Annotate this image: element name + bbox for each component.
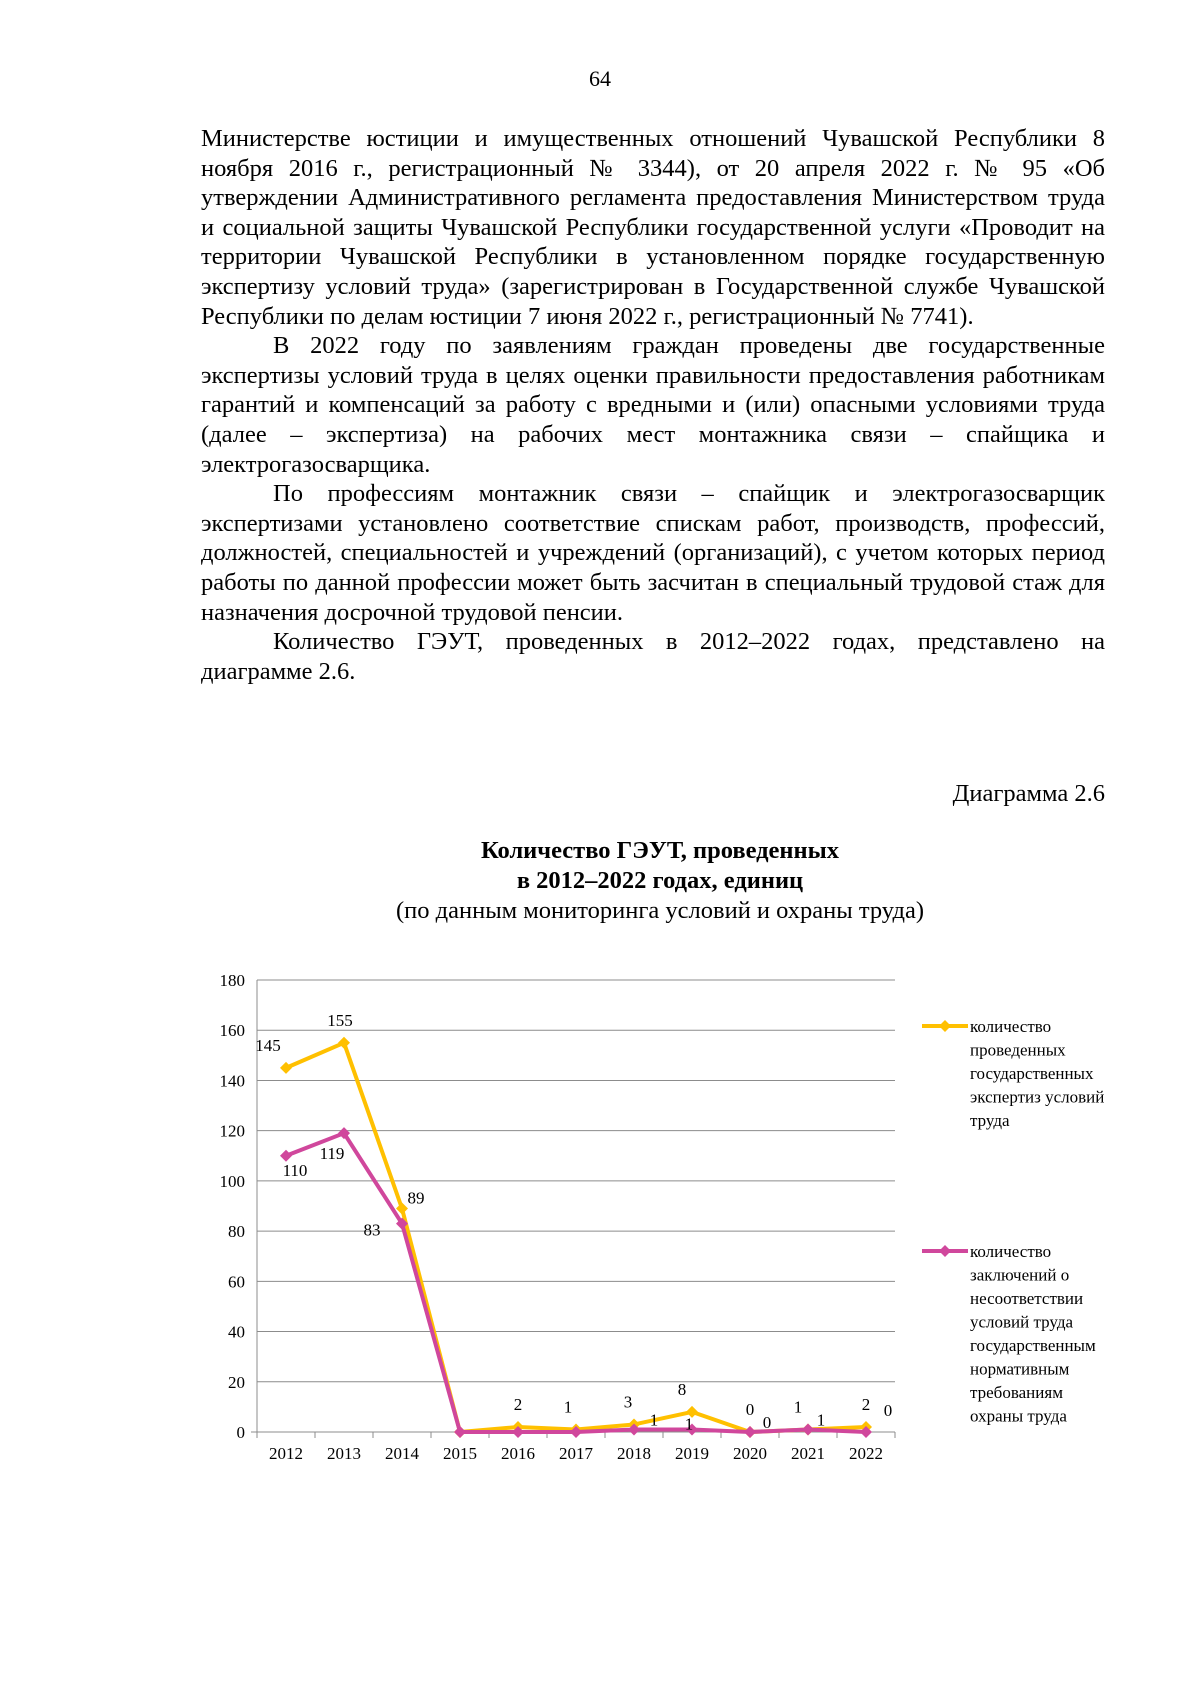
legend-label: несоответствии (970, 1289, 1084, 1308)
legend-label: количество (970, 1242, 1052, 1261)
y-tick-label: 180 (219, 971, 245, 990)
x-tick-label: 2019 (675, 1444, 709, 1463)
chart-title-line-1: Количество ГЭУТ, проведенных (480, 837, 840, 864)
data-label: 1 (649, 1410, 659, 1430)
legend-label: требованиям (970, 1383, 1063, 1402)
legend-label: количество (970, 1017, 1052, 1036)
data-label: 0 (883, 1401, 893, 1420)
y-tick-label: 20 (228, 1372, 245, 1392)
data-label: 0 (745, 1400, 755, 1419)
chart-subtitle: (по данным мониторинга условий и охраны труда) (395, 897, 925, 924)
data-label: 1 (563, 1397, 573, 1417)
legend-label: экспертиз условий (970, 1087, 1105, 1107)
data-label: 83 (363, 1220, 381, 1240)
data-label: 145 (255, 1035, 281, 1055)
legend-label: заключений о (970, 1265, 1070, 1285)
y-tick-label: 140 (219, 1071, 245, 1091)
y-tick-label: 160 (219, 1021, 245, 1041)
legend-label: государственных (970, 1064, 1094, 1083)
legend-label: охраны труда (970, 1406, 1067, 1426)
data-label: 119 (319, 1144, 345, 1164)
x-tick-label: 2020 (733, 1444, 767, 1463)
y-tick-label: 0 (236, 1423, 245, 1442)
series-1-marker (396, 1203, 408, 1215)
data-label: 155 (327, 1010, 353, 1030)
data-label: 110 (282, 1160, 308, 1180)
x-tick-label: 2018 (617, 1444, 651, 1463)
legend-label: нормативным (970, 1359, 1070, 1379)
legend-label: проведенных (970, 1040, 1066, 1060)
x-tick-label: 2015 (443, 1444, 477, 1463)
x-tick-label: 2014 (385, 1444, 419, 1463)
paragraph-1: Министерстве юстиции и имущественных отношений Чувашской Республики 8 ноября 2016 г., регистрационный № 3344), от 20 апреля 2022 г. № 95 «Об утверждении Административного регламента предоставления Министерством труда и социальной защиты Чувашской Республики государственной услуги «Проводит на территории Чувашской Республики в установленном порядке государственную экспертизу условий труда» (зарегистрирован в Государственной службе Чувашской Республики по делам юстиции 7 июня 2022 г., регистрационный № 7741). (201, 125, 1105, 330)
legend-label: государственным (970, 1336, 1096, 1355)
x-tick-label: 2016 (501, 1444, 535, 1463)
data-label: 1 (684, 1414, 694, 1434)
data-label: 2 (861, 1394, 871, 1414)
series-line-2 (286, 1133, 866, 1432)
data-label: 1 (816, 1410, 826, 1430)
x-tick-label: 2012 (269, 1444, 303, 1463)
data-label: 1 (793, 1397, 803, 1417)
data-label: 89 (407, 1188, 425, 1208)
x-tick-label: 2022 (849, 1444, 883, 1463)
paragraph-2: В 2022 году по заявлениям граждан проведены две государственные экспертизы условий труда в целях оценки правильности предоставления работникам гарантий и компенсаций за работу с вредными и (или) опасными условиями труда (далее – экспертиза) на рабочих мест монтажника связи – спайщика и электрогазосварщика. (201, 332, 1105, 478)
series-2-marker (744, 1426, 756, 1438)
x-tick-label: 2013 (327, 1444, 361, 1463)
paragraph-4: Количество ГЭУТ, проведенных в 2012–2022 годах, представлено на диаграмме 2.6. (201, 628, 1105, 685)
legend-label: труда (970, 1111, 1010, 1130)
y-tick-label: 100 (219, 1171, 245, 1191)
series-2-marker (454, 1426, 466, 1438)
series-1-marker (338, 1037, 350, 1049)
y-tick-label: 120 (219, 1121, 245, 1141)
data-label: 8 (677, 1379, 687, 1399)
paragraph-3: По профессиям монтажник связи – спайщик и электрогазосварщик экспертизами установлено соответствие спискам работ, производств, профессий, должностей, специальностей и учреждений (организаций), с учетом которых период работы по данной профессии может быть засчитан в специальный трудовой стаж для назначения досрочной трудовой пенсии. (201, 480, 1105, 626)
legend-marker-2 (939, 1245, 951, 1257)
series-2-marker (802, 1423, 814, 1435)
data-label: 2 (513, 1394, 523, 1414)
legend-label: условий труда (970, 1312, 1074, 1332)
diagram-label: Диаграмма 2.6 (952, 780, 1105, 807)
legend-marker-1 (939, 1020, 951, 1032)
data-label: 0 (762, 1413, 772, 1432)
y-tick-label: 60 (228, 1272, 245, 1292)
y-tick-label: 80 (228, 1222, 245, 1242)
x-tick-label: 2017 (559, 1444, 593, 1463)
data-label: 3 (623, 1392, 633, 1412)
x-tick-label: 2021 (791, 1444, 825, 1463)
chart-title-line-2: в 2012–2022 годах, единиц (516, 867, 804, 894)
series-1-marker (280, 1062, 292, 1074)
y-tick-label: 40 (228, 1322, 245, 1342)
page-number: 64 (589, 66, 611, 91)
